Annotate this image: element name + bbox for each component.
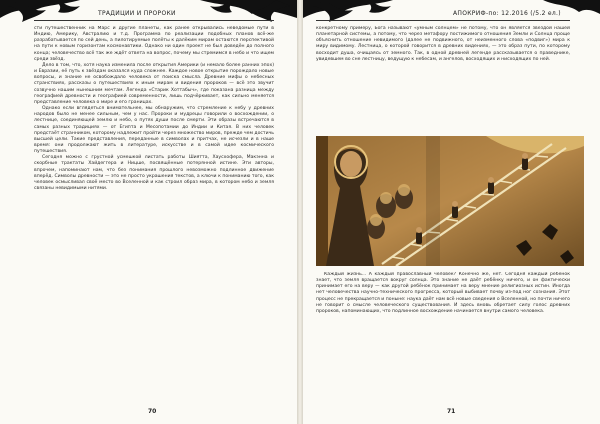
left-paragraph-3: Однако если вглядеться внимательнее, мы обнаружим, что стремление к небу у древних народов было не менее сильным, чем у нас. Пророки и мудрецы говорили о восхождении, о лестнице, соединяющей землю и небо, о путях души после смерти. Эти образы встречаются в самых разных традициях — от Египта и Месопотамии до Индии и Китая. В них человек предстаёт странником, которому надлежит пройти через множество миров, прежде чем достичь высшей цели. Такие представления, переданные в символах и притчах, не исчезли и в наше время: они продолжают жить в литературе, искусстве и в самой идее космического путешествия. — [34, 106, 274, 155]
left-page — [0, 0, 297, 424]
left-page-number: 70 — [148, 408, 157, 415]
right-paragraph-top: конкретному примеру, Бога называют «умным солнцем» не потому, что он является звездой нашей планетарной системы, а потому, что через метафору постижимого отношения Земли и Солнца проще объяснить отношение невидимого (далее не подвижного, от неизменного слова «подвиг») мира к миру видимому. Лестница, о которой говорится в древних видениях, — это образ пути, по которому восходит душа, очищаясь от земного. Так, в одной древней легенде рассказывается о праведнике, увидевшем во сне лестницу, ведущую к небесам, и ангелов, восходящих и нисходящих по ней. — [316, 26, 570, 62]
ladder-icon-illustration — [316, 136, 584, 266]
right-page-number: 71 — [447, 408, 456, 415]
left-body-text — [34, 26, 274, 404]
left-running-head: ТРАДИЦИИ И ПРОРОКИ — [98, 10, 176, 17]
left-header-rule — [34, 20, 274, 21]
right-body-text-bottom — [316, 272, 570, 404]
right-header-rule — [316, 20, 570, 21]
right-paragraph-bottom: Каждый жизнь... А каждый православный человек? Конечно же, нет. Сегодня каждый ребёнок знает, что земля вращается вокруг солнца. Это знание не даёт ребёнку ничего, и он фактически принимает его на веру — как другой ребёнок принимает на веру мнение религиозных истин. Иногда нет человечества научно-технического прогресса, который выбивает почву из-под ног сознания. Этот процесс не прекращается и поныне: наука даёт нам всё новые сведения о Вселенной, но почти ничего не говорит о смысле человеческого существования. И здесь вновь обретает силу голос древних пророков, напоминающих, что подлинное восхождение начинается внутри самого человека. — [316, 272, 570, 314]
right-running-head: АПОКРИФ-по: 12.2016 (/5.2 ел.) — [453, 10, 561, 17]
left-paragraph-1: сти путешественник на Марс и другие планеты, как ранее открывались неведомые пути в Индию, Америку, Австралию и т.д. Программа по реализации подобных планов всё-же разрабатывается по сей день, а пилотируемые полёты к далёким мирам остаются перспективой на пути к новым горизонтам космонавтики. Однако ни один проект не был доведён до полного конца; человечество всё так же ждёт ответа на вопрос, почему мы стремимся в небо и что ищем среди звёзд. — [34, 26, 274, 62]
left-paragraph-4: Сегодня можно с грустной усмешкой листать работы Шиятта, Хаусхофера, Макэнна и скорбные трактаты Хайдеггера и Ницше, посвящённые потерянной истине. Эти авторы, впрочем, напоминают нам, что без понимания прошлого невозможно подлинное движение вперёд. Символы древности — это не просто украшения текстов, а ключи к пониманию того, как человек осмысливал своё место во Вселенной и как строил образ мира, в котором небо и земля связаны невидимыми нитями. — [34, 155, 274, 192]
left-paragraph-2: Дело в том, что, хотя наука изменила после открытия Америки (и немало более ранних эпох) и Евразии, её путь к звёздам оказался куда сложнее. Каждое новое открытие порождало новые вопросы, и знание не освобождало человека от поиска смысла. Древние мифы о небесных странствиях, рассказы о путешествиях к иным мирам и видения пророков — всё это звучит созвучно нашим нынешним мечтам. Легенда «Старик Хоттабыч», где показана разница между географией древности и географией современности, лишь подчёркивает, как сильно меняется представление человека о мире и его границах. — [34, 62, 274, 105]
right-body-text-top — [316, 26, 570, 130]
